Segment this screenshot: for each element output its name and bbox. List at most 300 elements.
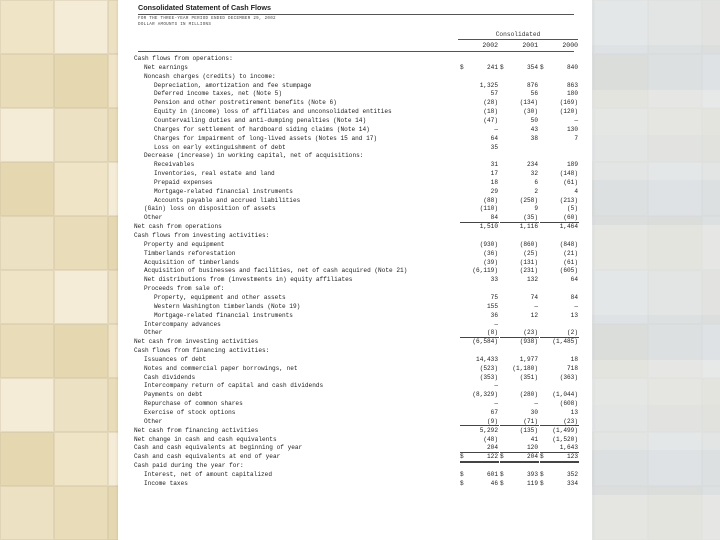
value-2000: (5) [567, 205, 578, 213]
statement-row [118, 231, 592, 240]
statement-row [118, 258, 592, 267]
value-2001: 354 [527, 63, 538, 71]
value-2000: 863 [567, 81, 578, 89]
row-label: Cash and cash equivalents at end of year [134, 453, 281, 461]
statement-row [118, 196, 592, 205]
statement-row [118, 275, 592, 284]
value-2002: 5,292 [479, 426, 498, 434]
row-label: Repurchase of common shares [144, 400, 243, 408]
row-label: Loss on early extinguishment of debt [154, 143, 286, 151]
value-2002: 122 [487, 453, 498, 461]
decorative-block [688, 495, 720, 540]
decorative-block [624, 0, 656, 45]
right-decorative-strip [592, 0, 720, 540]
statement-row [118, 461, 592, 470]
row-label: Property and equipment [144, 240, 225, 248]
row-label: Income taxes [144, 479, 188, 487]
value-2002: (8) [487, 329, 498, 337]
value-2002: (6,584) [472, 338, 498, 346]
row-label: Intercompany advances [144, 320, 221, 328]
value-2000: 123 [567, 453, 578, 461]
statement-row [118, 320, 592, 329]
column-header-2001: 2001 [522, 42, 538, 49]
value-2002: (523) [479, 364, 498, 372]
row-label: Net earnings [144, 63, 188, 71]
value-2000: (848) [559, 240, 578, 248]
value-2002: 75 [490, 293, 498, 301]
decorative-block [624, 225, 656, 270]
row-label: Depreciation, amortization and fee stumpage [154, 81, 312, 89]
row-label: Mortgage-related financial instruments [154, 187, 293, 195]
decorative-block [592, 90, 624, 135]
statement-row [118, 204, 592, 213]
column-group-header: Consolidated [495, 31, 541, 38]
background-tile [0, 324, 54, 378]
value-2001: 1,977 [519, 355, 538, 363]
background-tile [0, 0, 54, 54]
statement-row [118, 399, 592, 408]
row-label: Net cash from financing activities [134, 426, 259, 434]
value-2002: 204 [487, 444, 498, 452]
row-label: Intercompany return of capital and cash dividends [144, 382, 324, 390]
decorative-block [656, 180, 688, 225]
statement-row [118, 151, 592, 160]
value-2002: (930) [479, 240, 498, 248]
value-2001: 50 [530, 116, 538, 124]
decorative-block [592, 45, 624, 90]
currency-symbol: $ [460, 63, 464, 71]
value-2000: 64 [570, 276, 578, 284]
row-label: Net change in cash and cash equivalents [134, 435, 277, 443]
value-2000: (23) [563, 417, 578, 425]
row-label: Western Washington timberlands (Note 19) [154, 302, 301, 310]
value-2000: (213) [559, 196, 578, 204]
value-2002: (6,119) [472, 267, 498, 275]
value-2002: 18 [490, 178, 498, 186]
column-header-2002: 2002 [482, 42, 498, 49]
value-2001: (71) [523, 417, 538, 425]
statement-row [118, 134, 592, 143]
value-2000: (1,499) [552, 426, 578, 434]
row-label: Proceeds from sale of: [144, 285, 225, 293]
row-label: Other [144, 329, 163, 337]
statement-row [118, 435, 592, 444]
value-2002: 64 [490, 134, 498, 142]
value-2001: 56 [530, 90, 538, 98]
decorative-block [656, 405, 688, 450]
background-tile [54, 432, 108, 486]
row-label: Other [144, 417, 163, 425]
value-2000: 4 [574, 187, 578, 195]
decorative-block [688, 180, 720, 225]
value-2001: 119 [527, 479, 538, 487]
statement-row [118, 284, 592, 293]
statement-row [118, 346, 592, 355]
decorative-block [592, 135, 624, 180]
row-label: Payments on debt [144, 391, 203, 399]
statement-row [118, 381, 592, 390]
value-2001: 32 [530, 170, 538, 178]
decorative-block [688, 360, 720, 405]
currency-symbol: $ [460, 453, 464, 461]
background-tile [54, 378, 108, 432]
statement-row [118, 81, 592, 90]
value-2001: (1,180) [512, 364, 538, 372]
decorative-block [688, 405, 720, 450]
background-tile [0, 486, 54, 540]
statement-row [118, 143, 592, 152]
statement-row [118, 311, 592, 320]
value-2001: — [534, 400, 538, 408]
decorative-block [592, 0, 624, 45]
statement-row [118, 125, 592, 134]
value-2000: 13 [570, 311, 578, 319]
currency-symbol: $ [540, 470, 544, 478]
row-label: Cash flows from financing activities: [134, 347, 270, 355]
value-2002: 57 [490, 90, 498, 98]
row-label: Cash paid during the year for: [134, 462, 244, 470]
cash-flow-document [118, 0, 592, 540]
row-label: Net cash from investing activities [134, 338, 259, 346]
value-2002: (39) [483, 258, 498, 266]
value-2001: 234 [527, 161, 538, 169]
currency-symbol: $ [460, 470, 464, 478]
decorative-block [592, 405, 624, 450]
row-label: Notes and commercial paper borrowings, net [144, 364, 298, 372]
value-2002: 33 [490, 276, 498, 284]
decorative-block [624, 90, 656, 135]
background-tile [0, 432, 54, 486]
value-2000: (1,485) [552, 338, 578, 346]
value-2001: 120 [527, 444, 538, 452]
statement-row [118, 364, 592, 373]
row-label: Prepaid expenses [154, 178, 213, 186]
value-2002: 67 [490, 409, 498, 416]
background-tile [0, 216, 54, 270]
decorative-block [688, 225, 720, 270]
value-2002: (9) [487, 417, 498, 425]
value-2001: 74 [530, 293, 538, 301]
row-label: Cash flows from investing activities: [134, 232, 270, 239]
decorative-block [656, 0, 688, 45]
value-2000: (21) [563, 249, 578, 257]
decorative-block [688, 135, 720, 180]
value-2002: 1,510 [479, 223, 498, 231]
background-tile [54, 216, 108, 270]
background-tile [54, 162, 108, 216]
background-tile [54, 108, 108, 162]
value-2002: — [494, 125, 498, 133]
value-2002: 84 [490, 214, 498, 222]
value-2000: (60) [563, 214, 578, 222]
statement-row [118, 479, 592, 488]
value-2002: (88) [483, 196, 498, 204]
decorative-block [688, 315, 720, 360]
value-2002: (47) [483, 116, 498, 124]
currency-symbol: $ [500, 470, 504, 478]
value-2001: 876 [527, 81, 538, 89]
value-2000: 13 [570, 409, 578, 416]
currency-symbol: $ [500, 479, 504, 487]
decorative-block [656, 45, 688, 90]
row-label: Noncash charges (credits) to income: [144, 72, 276, 80]
value-2002: — [494, 400, 498, 408]
value-2000: 1,643 [559, 444, 578, 452]
row-label: Cash and cash equivalents at beginning of year [134, 444, 303, 452]
decorative-block [592, 360, 624, 405]
value-2002: (353) [479, 373, 498, 381]
decorative-block [688, 0, 720, 45]
statement-row [118, 390, 592, 399]
statement-row [118, 160, 592, 169]
decorative-block [624, 45, 656, 90]
value-2001: (860) [519, 240, 538, 248]
title-rule [138, 14, 574, 15]
value-2002: 31 [490, 161, 498, 169]
value-2002: 17 [490, 170, 498, 178]
value-2001: (30) [523, 108, 538, 116]
value-2000: (608) [559, 400, 578, 408]
value-2000: 334 [567, 479, 578, 487]
decorative-block [592, 270, 624, 315]
header-rule [138, 51, 574, 52]
decorative-block [688, 270, 720, 315]
value-2001: 6 [534, 178, 538, 186]
statement-row [118, 470, 592, 479]
value-2002: 29 [490, 187, 498, 195]
statement-row [118, 107, 592, 116]
statement-row [118, 426, 592, 435]
statement-row [118, 89, 592, 98]
value-2001: (258) [519, 196, 538, 204]
decorative-block [592, 315, 624, 360]
background-tile [0, 54, 54, 108]
period-subtitle: FOR THE THREE-YEAR PERIOD ENDED DECEMBER 29, 2002 [138, 17, 276, 21]
value-2001: (938) [519, 338, 538, 346]
value-2000: 18 [570, 355, 578, 363]
background-tile [54, 486, 108, 540]
value-2001: (131) [519, 258, 538, 266]
row-label: Decrease (increase) in working capital, net of acquisitions: [144, 152, 364, 160]
row-label: Net cash from operations [134, 223, 222, 231]
statement-row [118, 116, 592, 125]
document-title: Consolidated Statement of Cash Flows [138, 3, 271, 12]
statement-row [118, 72, 592, 81]
value-2000: 718 [567, 364, 578, 372]
currency-symbol: $ [540, 479, 544, 487]
value-2001: 12 [530, 311, 538, 319]
statement-row [118, 293, 592, 302]
row-label: Net distributions from (investments in) equity affiliates [144, 276, 353, 284]
statement-row [118, 169, 592, 178]
statement-row [118, 249, 592, 258]
value-2000: (2) [567, 329, 578, 337]
value-2001: 1,116 [519, 223, 538, 231]
statement-row [118, 337, 592, 346]
value-2000: (120) [559, 108, 578, 116]
background-tile [54, 0, 108, 54]
value-2000: 130 [567, 125, 578, 133]
decorative-block [624, 315, 656, 360]
value-2000: (169) [559, 99, 578, 107]
row-label: Deferred income taxes, net (Note 5) [154, 90, 282, 98]
value-2000: (148) [559, 170, 578, 178]
value-2002: 35 [490, 143, 498, 151]
group-rule [458, 39, 578, 40]
value-2002: — [494, 320, 498, 328]
decorative-block [592, 225, 624, 270]
statement-row [118, 63, 592, 72]
background-tile [0, 378, 54, 432]
row-label: Issuances of debt [144, 355, 207, 363]
value-2001: (25) [523, 249, 538, 257]
row-label: Cash dividends [144, 373, 196, 381]
background-tile [54, 324, 108, 378]
value-2002: (18) [483, 108, 498, 116]
row-label: Other [144, 214, 163, 222]
decorative-block [656, 135, 688, 180]
value-2000: (1,044) [552, 391, 578, 399]
value-2000: 840 [567, 63, 578, 71]
row-label: Interest, net of amount capitalized [144, 470, 272, 478]
decorative-block [656, 90, 688, 135]
row-label: Property, equipment and other assets [154, 293, 286, 301]
decorative-block [656, 225, 688, 270]
value-2000: 7 [574, 134, 578, 142]
decorative-block [592, 180, 624, 225]
currency-symbol: $ [540, 63, 544, 71]
row-label: Receivables [154, 161, 195, 169]
row-label: Equity in (income) loss of affiliates and unconsolidated entities [154, 108, 392, 116]
value-2000: — [574, 302, 578, 310]
value-2002: (36) [483, 249, 498, 257]
value-2001: 204 [527, 453, 538, 461]
row-label: Timberlands reforestation [144, 249, 236, 257]
value-2000: — [574, 116, 578, 124]
statement-row [118, 408, 592, 417]
currency-symbol: $ [500, 453, 504, 461]
statement-row [118, 54, 592, 63]
value-2002: 601 [487, 470, 498, 478]
value-2001: (135) [519, 426, 538, 434]
row-label: Accounts payable and accrued liabilities [154, 196, 301, 204]
decorative-block [624, 450, 656, 495]
value-2001: 43 [530, 125, 538, 133]
value-2002: — [494, 382, 498, 390]
statement-row [118, 178, 592, 187]
value-2001: 41 [530, 435, 538, 443]
row-label: Charges for impairment of long-lived assets (Notes 15 and 17) [154, 134, 378, 142]
decorative-block [656, 315, 688, 360]
value-2002: (8,329) [472, 391, 498, 399]
value-2002: (28) [483, 99, 498, 107]
value-2000: (1,520) [552, 435, 578, 443]
row-label: Pension and other postretirement benefits (Note 6) [154, 99, 337, 107]
background-tile [54, 54, 108, 108]
row-label: Exercise of stock options [144, 409, 236, 416]
decorative-block [656, 450, 688, 495]
decorative-block [656, 360, 688, 405]
row-label: Mortgage-related financial instruments [154, 311, 293, 319]
value-2001: 393 [527, 470, 538, 478]
value-2000: 180 [567, 90, 578, 98]
value-2000: (61) [563, 258, 578, 266]
value-2000: (61) [563, 178, 578, 186]
currency-symbol: $ [540, 453, 544, 461]
decorative-block [688, 45, 720, 90]
value-2002: (110) [479, 205, 498, 213]
currency-symbol: $ [500, 63, 504, 71]
value-2001: (351) [519, 373, 538, 381]
value-2001: (35) [523, 214, 538, 222]
column-header-2000: 2000 [562, 42, 578, 49]
statement-row [118, 373, 592, 382]
decorative-block [592, 450, 624, 495]
row-label: (Gain) loss on disposition of assets [144, 205, 276, 213]
statement-row [118, 98, 592, 107]
value-2002: 36 [490, 311, 498, 319]
decorative-block [688, 90, 720, 135]
background-tile [0, 108, 54, 162]
value-2001: (23) [523, 329, 538, 337]
value-2001: (134) [519, 99, 538, 107]
statement-row [118, 355, 592, 364]
decorative-block [624, 270, 656, 315]
value-2000: (605) [559, 267, 578, 275]
value-2000: (363) [559, 373, 578, 381]
value-2002: 1,325 [479, 81, 498, 89]
row-label: Cash flows from operations: [134, 55, 233, 62]
row-label: Charges for settlement of hardboard siding claims (Note 14) [154, 125, 370, 133]
statement-row [118, 240, 592, 249]
decorative-block [656, 270, 688, 315]
value-2001: 9 [534, 205, 538, 213]
value-2001: (231) [519, 267, 538, 275]
background-tile [0, 162, 54, 216]
value-2000: 189 [567, 161, 578, 169]
row-label: Countervailing duties and anti-dumping penalties (Note 14) [154, 116, 367, 124]
value-2002: 241 [487, 63, 498, 71]
value-2001: 132 [527, 276, 538, 284]
value-2001: 30 [530, 409, 538, 416]
value-2001: 38 [530, 134, 538, 142]
value-2001: — [534, 302, 538, 310]
decorative-block [624, 495, 656, 540]
background-tile [0, 270, 54, 324]
units-subtitle: DOLLAR AMOUNTS IN MILLIONS [138, 23, 212, 27]
value-2002: 155 [487, 302, 498, 310]
statement-row [118, 222, 592, 231]
value-2002: (48) [483, 435, 498, 443]
value-2000: 352 [567, 470, 578, 478]
row-label: Acquisition of timberlands [144, 258, 240, 266]
decorative-block [592, 495, 624, 540]
decorative-block [624, 360, 656, 405]
statement-row [118, 302, 592, 311]
background-tile [54, 270, 108, 324]
statement-row [118, 266, 592, 275]
value-2000: 84 [570, 293, 578, 301]
row-label: Acquisition of businesses and facilities, net of cash acquired (Note 21) [144, 267, 408, 275]
value-2001: 2 [534, 187, 538, 195]
decorative-block [624, 180, 656, 225]
value-2000: 1,464 [559, 223, 578, 231]
decorative-block [688, 450, 720, 495]
statement-row [118, 187, 592, 196]
decorative-block [624, 405, 656, 450]
currency-symbol: $ [460, 479, 464, 487]
row-label: Inventories, real estate and land [154, 170, 275, 178]
